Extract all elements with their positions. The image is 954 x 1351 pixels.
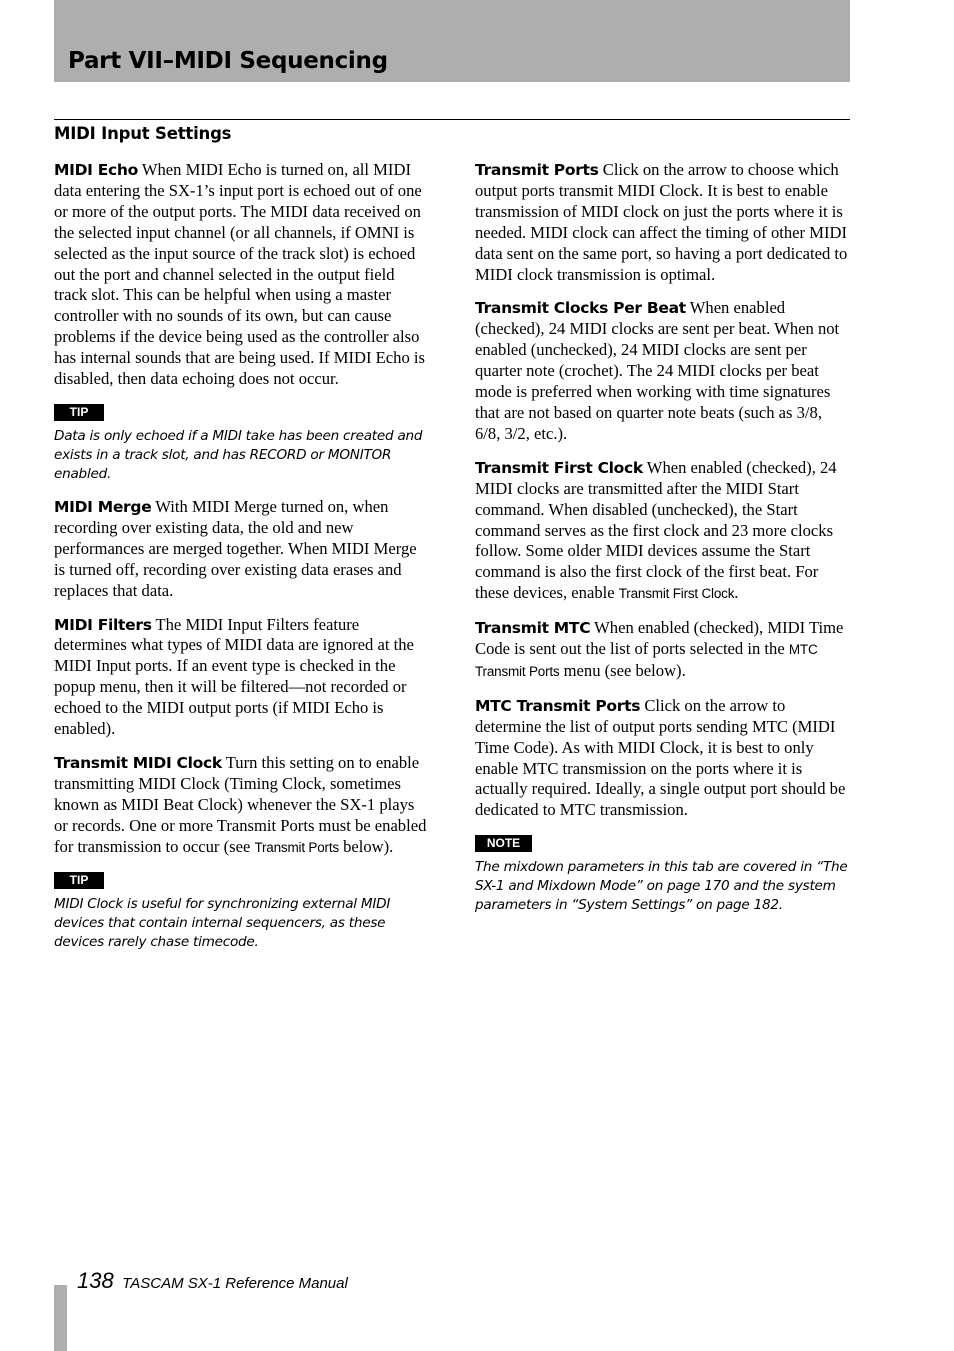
text-transmit-mtc-after: menu (see below). xyxy=(563,660,686,680)
tip-text-1: Data is only echoed if a MIDI take has been created and exists in a track slot, and has RECORD or MONITOR enabled. xyxy=(54,427,423,482)
text-transmit-mtc: When enabled (checked), MIDI Time Code is sent out the list of ports selected in the xyxy=(475,618,844,659)
right-column xyxy=(475,160,851,928)
text-transmit-first-clock: When enabled (checked), 24 MIDI clocks are transmitted after the MIDI Start command. When disabled (unchecked), the Start command serves as the first clock and 23 more clocks follow. Some older MIDI devices assume the Start command is also the first clock of the first beat. For these devices, enable xyxy=(475,457,837,603)
page-footer xyxy=(77,1268,348,1294)
ref-transmit-first-clock: Transmit First Clock xyxy=(618,586,735,602)
text-midi-merge: With MIDI Merge turned on, when recording over existing data, the old and new performances are merged together. When MIDI Merge is turned off, recording over existing data erases and replaces that data. xyxy=(54,496,417,600)
tip-callout-1 xyxy=(54,403,430,484)
note-label: NOTE xyxy=(475,835,532,852)
text-midi-echo: When MIDI Echo is turned on, all MIDI data entering the SX-1’s input port is echoed out of one or more of the output ports. The MIDI data received on the selected input channel (or all channels, if OMNI is selected as the input source of the track slot) is echoed out the port and channel selected in the output field track slot. This can be helpful when using a master controller with no sounds of its own, but can cause problems if the device being used as the controller also has internal sounds that are being used. If MIDI Echo is disabled, then data echoing does not occur. xyxy=(54,160,425,389)
page-number: 138 xyxy=(77,1268,114,1293)
entry-transmit-clocks-per-beat xyxy=(475,298,851,444)
tip-label: TIP xyxy=(54,404,104,421)
text-transmit-first-clock-after: . xyxy=(734,583,739,603)
tip-label: TIP xyxy=(54,872,104,889)
text-transmit-clocks-per-beat: When enabled (checked), 24 MIDI clocks are sent per beat. When not enabled (unchecked), 24 MIDI clocks are sent per quarter note (crochet). The 24 MIDI clocks per beat mode is preferred when working with time signatures that are not based on quarter note beats (such as 3/8, 6/8, 3/2, etc.). xyxy=(475,298,840,443)
note-callout xyxy=(475,834,851,915)
term-transmit-ports: Transmit Ports xyxy=(475,161,599,179)
entry-transmit-midi-clock xyxy=(54,753,430,859)
text-transmit-midi-clock-after: below). xyxy=(343,836,394,856)
footer-bar xyxy=(54,1285,67,1351)
entry-transmit-mtc xyxy=(475,618,851,683)
term-transmit-first-clock: Transmit First Clock xyxy=(475,458,643,477)
tip-callout-2 xyxy=(54,871,430,952)
entry-midi-echo xyxy=(54,160,430,390)
entry-midi-filters xyxy=(54,615,430,740)
section-rule xyxy=(54,119,850,120)
text-transmit-midi-clock: Turn this setting on to enable transmitting MIDI Clock (Timing Clock, sometimes known as MIDI Beat Clock) whenever the SX-1 plays or records. One or more Transmit Ports must be enabled for transmission to occur (see xyxy=(54,752,427,856)
term-transmit-midi-clock: Transmit MIDI Clock xyxy=(54,753,222,772)
entry-midi-merge xyxy=(54,497,430,602)
term-transmit-mtc: Transmit MTC xyxy=(475,619,591,638)
note-text: The mixdown parameters in this tab are covered in “The SX-1 and Mixdown Mode” on page 170 and the system parameters in “System Settings” on page 182. xyxy=(475,859,848,914)
term-midi-filters: MIDI Filters xyxy=(54,615,152,634)
text-transmit-ports: Click on the arrow to choose which output ports transmit MIDI Clock. It is best to enable transmission of MIDI clock on just the ports where it is needed. MIDI clock can affect the timing of other MIDI data sent on the same port, so having a port dedicated to MIDI clock transmission is optimal. xyxy=(475,160,848,284)
ref-mtc-transmit-ports: MTC Transmit Ports xyxy=(475,642,818,679)
term-mtc-transmit-ports: MTC Transmit Ports xyxy=(475,696,641,715)
term-transmit-clocks-per-beat: Transmit Clocks Per Beat xyxy=(475,299,686,318)
term-midi-merge: MIDI Merge xyxy=(54,497,152,516)
ref-transmit-ports: Transmit Ports xyxy=(254,839,339,855)
text-midi-filters: The MIDI Input Filters feature determines what types of MIDI data are ignored at the MIDI Input ports. If an event type is checked in the popup menu, then it will be filtered—not recorded or echoed to the MIDI output ports (if MIDI Echo is enabled). xyxy=(54,614,414,739)
tip-text-2: MIDI Clock is useful for synchronizing external MIDI devices that contain internal sequencers, as these devices rarely chase timecode. xyxy=(54,896,391,951)
entry-mtc-transmit-ports xyxy=(475,696,851,821)
text-mtc-transmit-ports: Click on the arrow to determine the list of output ports sending MTC (MIDI Time Code). As with MIDI Clock, it is best to only enable MTC transmission on the ports where it is actually required. Ideally, a single output port should be dedicated to MTC transmission. xyxy=(475,695,846,820)
section-title: MIDI Input Settings xyxy=(54,124,232,143)
entry-transmit-first-clock xyxy=(475,458,851,605)
left-column xyxy=(54,160,430,965)
part-title: Part VII–MIDI Sequencing xyxy=(68,48,388,74)
term-midi-echo: MIDI Echo xyxy=(54,161,138,179)
manual-name: TASCAM SX-1 Reference Manual xyxy=(122,1275,348,1292)
entry-transmit-ports xyxy=(475,160,851,285)
